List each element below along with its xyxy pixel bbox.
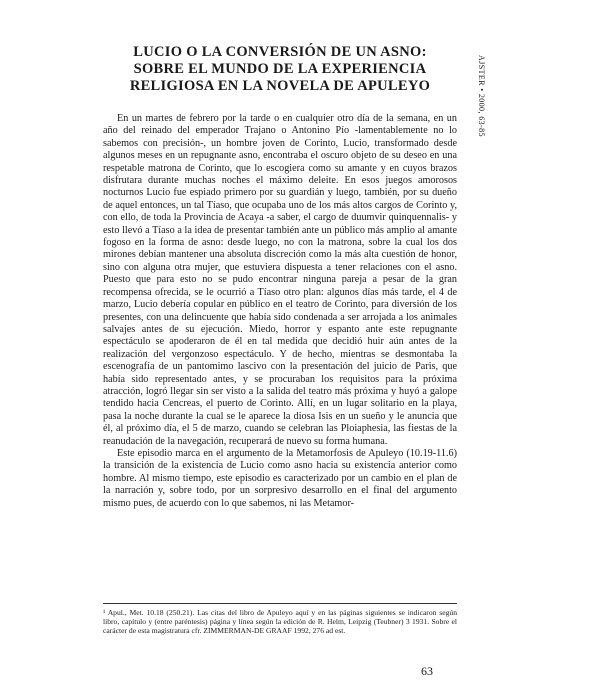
journal-reference: AJSTER • 2000, 63-85 [477,55,486,137]
article-title [100,44,460,95]
footnote: ¹ Apul., Met. 10.18 (250.21). Las citas del libro de Apuleyo aquí y en las páginas siguientes se indicaron según libro, capítulo y (entre paréntesis) página y línea según la edición de R. Helm, Leipzig (Teubner) 3 1931. Sobre el carácter de esta magistratura cfr. ZIMMERMAN-DE GRAAF 1992, 276 ad est. [103,608,457,635]
footnote-divider [103,603,457,604]
paragraph-1: En un martes de febrero por la tarde o en cualquier otro día de la semana, en un año del reinado del emperador Trajano o Antonino Pío -lamentablemente no lo sabemos con precisión-, un hombre joven de Corinto, Lucio, transformado desde algunos meses en un repugnante asno, encontraba el oscuro objeto de su deseo en una respetable matrona de Corinto, que lo escogiera como su amante y en cuyos brazos disfrutara durante muchas noches el máximo deleite. En esos juegos amorosos nocturnos Lucio fue espiado primero por su guardián y luego, también, por su dueño de aquel entonces, un tal Tíaso, que ocupaba uno de los más altos cargos de Corinto y, con ello, de toda la Provincia de Acaya -a saber, el cargo de duumvir quinquennalis- y esto llevó a Tíaso a la idea de presentar también ante un público más amplio al amante fogoso en la forma de asno: desde luego, no con la matrona, sobre la cual los dos mirones debían mantener una absoluta discreción como la más alta cuestión de honor, sino con alguna otra mujer, que estuviera dispuesta a tener relaciones con el asno. Puesto que para esto no se pudo encontrar ninguna pareja a pesar de la gran recompensa ofrecida, se le ocurrió a Tíaso otro plan: algunos días más tarde, el 4 de marzo, Lucio debería copular en público en el teatro de Corinto, para diversión de los presentes, con una delincuente que había sido condenada a ser arrojada a los animales salvajes antes de su ejecución. Miedo, horror y espanto ante este repugnante espectáculo se apoderaron de él en tal medida que decidió huir aún antes de la realización del vergonzoso espectáculo. Y de hecho, mientras se desmontaba la escenografía de un pantomimo lascivo con la presentación del juicio de Paris, que había sido representado antes, y se procuraban los requisitos para la próxima atracción, logró llegar sin ser visto a la salida del teatro más próxima y huyó a galope tendido hacia Cencreas, el puerto de Corinto. Allí, en un lugar solitario en la playa, pasa la noche durante la cual se le aparece la diosa Isis en un sueño y le anuncia que él, al próximo día, el 5 de marzo, cuando se celebran las Ploiaphesia, las fiestas de la reanudación de la navegación, recuperará de nuevo su forma humana. [103,113,457,447]
paragraph-2: Este episodio marca en el argumento de la Metamorfosis de Apuleyo (10.19-11.6) la transición de la existencia de Lucio como asno hacia su existencia anterior como hombre. Al mismo tiempo, este episodio es caracterizado por un cambio en el plan de la narración y, sobre todo, por un sorpresivo desarrollo en el final del argumento mismo pues, de acuerdo con lo que sabemos, ni las Metamor- [103,447,457,509]
title-line-3: RELIGIOSA EN LA NOVELA DE APULEYO [129,78,431,94]
article-body [103,113,457,510]
page-number: 63 [421,664,433,678]
title-line-2: SOBRE EL MUNDO DE LA EXPERIENCIA [133,61,427,77]
title-line-1: LUCIO O LA CONVERSIÓN DE UN ASNO: [133,44,427,60]
